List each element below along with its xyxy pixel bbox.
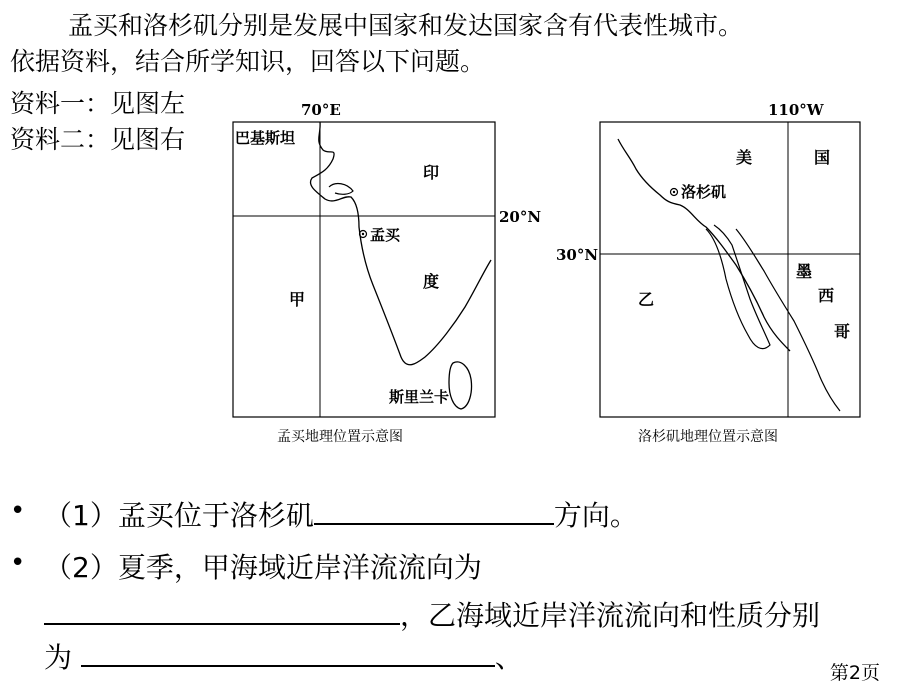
question-1-prefix: （1）孟买位于洛杉矶: [44, 499, 314, 532]
question-2-line-2-suffix: ，乙海域近岸洋流流向和性质分别: [400, 599, 821, 632]
los-angeles-map: [550, 95, 870, 455]
mumbai-map: [225, 95, 542, 455]
lon-label-110w: 110°W: [768, 101, 824, 119]
answer-blank-3[interactable]: [81, 643, 495, 667]
label-india-1: 印: [423, 163, 440, 182]
la-city-dot: [673, 191, 675, 193]
srilanka-island: [449, 362, 472, 409]
lat-label-30n: 30°N: [556, 246, 599, 264]
answer-blank-2[interactable]: [44, 601, 400, 625]
baja-peninsula: [706, 225, 770, 349]
mumbai-city-dot: [362, 233, 364, 235]
lat-label-20n: 20°N: [499, 208, 542, 226]
page-number: 第2页: [829, 662, 880, 684]
label-mexico-2: 西: [818, 286, 835, 305]
label-mumbai: 孟买: [370, 226, 401, 244]
source-1-label: 资料一：见图左: [10, 89, 186, 118]
bullet-1: •: [10, 496, 26, 526]
right-map-caption: 洛杉矶地理位置示意图: [638, 429, 778, 445]
label-india-2: 度: [423, 272, 440, 291]
intro-line-1: 孟买和洛杉矶分别是发展中国家和发达国家含有代表性城市。: [68, 11, 744, 40]
question-2-line-3-prefix: 为: [44, 641, 73, 674]
answer-blank-1[interactable]: [314, 501, 554, 525]
question-2-text: （2）夏季，甲海域近岸洋流流向为: [44, 551, 482, 584]
source-2-label: 资料二：见图右: [10, 125, 186, 154]
label-mexico-1: 墨: [796, 262, 813, 281]
california-coastline: [618, 139, 790, 351]
question-2-line-1: [44, 546, 482, 586]
label-usa-1: 美: [736, 148, 753, 167]
lon-label-70e: 70°E: [301, 101, 341, 119]
label-sea-jia: 甲: [289, 290, 306, 309]
intro-line-2: 依据资料，结合所学知识，回答以下问题。: [10, 47, 486, 76]
map-frame: [233, 122, 495, 417]
gujarat-coast: [329, 184, 353, 195]
question-1: [44, 494, 638, 534]
label-mexico-3: 哥: [834, 322, 851, 341]
question-2-line-3: [44, 636, 523, 676]
question-2-line-2: [44, 594, 820, 634]
question-1-suffix: 方向。: [553, 499, 638, 532]
left-map-caption: 孟买地理位置示意图: [277, 429, 403, 445]
label-sea-yi: 乙: [638, 290, 655, 309]
label-srilanka: 斯里兰卡: [389, 388, 450, 406]
bullet-2: •: [10, 548, 26, 578]
india-coastline: [310, 122, 491, 365]
label-los-angeles: 洛杉矶: [681, 183, 727, 201]
label-pakistan: 巴基斯坦: [235, 129, 296, 147]
label-usa-2: 国: [814, 148, 831, 167]
question-2-line-3-suffix: 、: [494, 641, 523, 674]
